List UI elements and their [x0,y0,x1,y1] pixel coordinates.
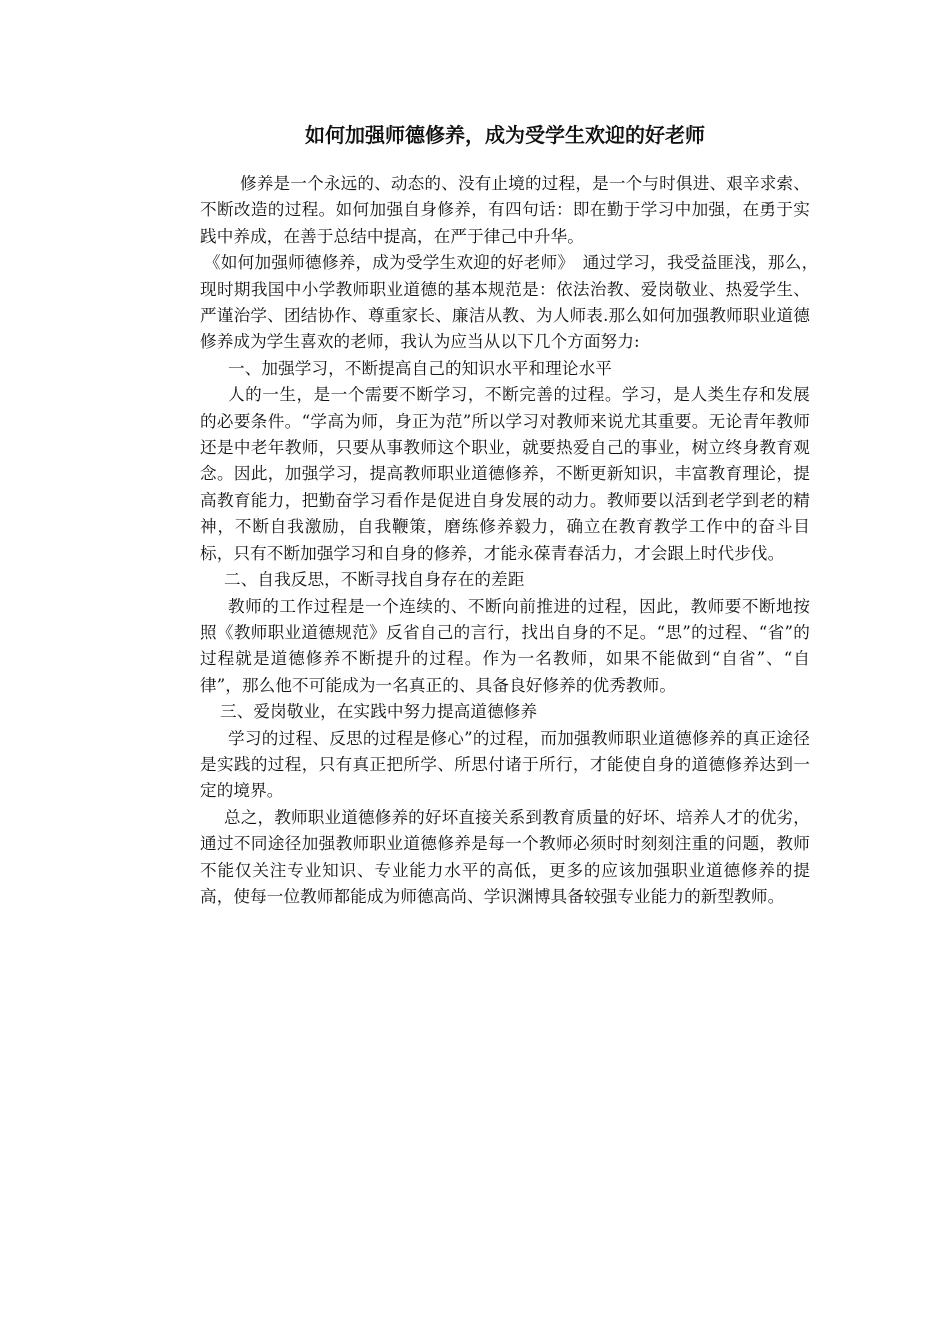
section-1-paragraph: 人的一生，是一个需要不断学习，不断完善的过程。学习，是人类生存和发展的必要条件。“学高为师，身正为范”所以学习对教师来说尤其重要。无论青年教师还是中老年教师，只要从事教师这个职业，就要热爱自己的事业，树立终身教育观念。因此，加强学习，提高教师职业道德修养，不断更新知识，丰富教育理论，提高教育能力，把勤奋学习看作是促进自身发展的动力。教师要以活到老学到老的精神，不断自我激励，自我鞭策，磨练修养毅力，确立在教育教学工作中的奋斗目标，只有不断加强学习和自身的修养，才能永葆青春活力，才会跟上时代步伐。 [200,385,810,563]
section-2-paragraph: 教师的工作过程是一个连续的、不断向前推进的过程，因此，教师要不断地按照《教师职业道德规范》反省自己的言行，找出自身的不足。“思”的过程、“省”的过程就是道德修养不断提升的过程。作为一名教师，如果不能做到“自省”、“自律”，那么他不可能成为一名真正的、具备良好修养的优秀教师。 [200,596,810,695]
conclusion-paragraph: 总之，教师职业道德修养的好坏直接关系到教育质量的好坏、培养人才的优劣，通过不同途径加强教师职业道德修养是每一个教师必须时时刻刻注重的问题，教师不能仅关注专业知识、专业能力水平的高低，更多的应该加强职业道德修养的提高，使每一位教师都能成为师德高尚、学识渊博具备较强专业能力的新型教师。 [200,807,810,906]
intro-paragraph: 修养是一个永远的、动态的、没有止境的过程，是一个与时俱进、艰辛求索、不断改造的过程。如何加强自身修养，有四句话：即在勤于学习中加强，在勇于实践中养成，在善于总结中提高，在严于律己中升华。 [200,174,810,246]
section-3-paragraph: 学习的过程、反思的过程是修心”的过程，而加强教师职业道德修养的真正途径是实践的过程，只有真正把所学、所思付诸于所行，才能使自身的道德修养达到一定的境界。 [200,728,810,801]
section-heading-2: 二、自我反思，不断寻找自身存在的差距 [224,570,525,590]
document-title: 如何加强师德修养，成为受学生欢迎的好老师 [305,123,705,147]
context-paragraph: 《如何加强师德修养，成为受学生欢迎的好老师》 通过学习，我受益匪浅，那么， 现时期我国中小学教师职业道德的基本规范是：依法治教、爱岗敬业、热爱学生、严谨治学、团结协作、尊重家长、廉洁从教、为人师表.那么如何加强教师职业道德修养成为学生喜欢的老师，我认为应当从以下几个方面努力: [200,253,827,352]
document-body [200,171,827,910]
section-heading-3: 三、爱岗敬业，在实践中努力提高道德修养 [220,702,538,722]
section-heading-1: 一、加强学习，不断提高自己的知识水平和理论水平 [228,358,612,378]
